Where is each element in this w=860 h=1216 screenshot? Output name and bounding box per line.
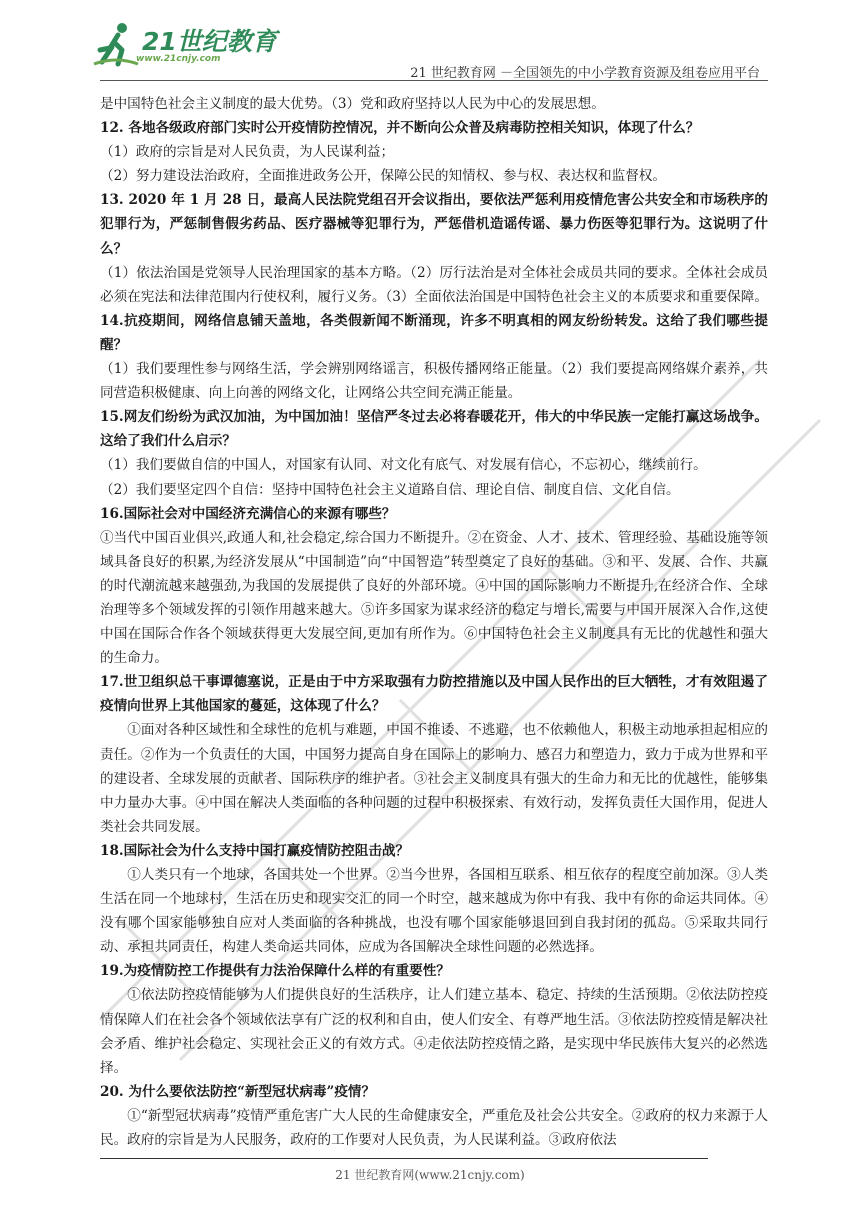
logo-title: 21世纪教育	[142, 27, 277, 56]
header-divider	[100, 80, 768, 81]
answer-paragraph: ①人类只有一个地球，各国共处一个世界。②当今世界，各国相互联系、相互依存的程度空前加深。③人类生活在同一个地球村，生活在历史和现实交汇的同一个时空，越来越成为你中有我、我中有你的命运共同体。④没有哪个国家能够独自应对人类面临的各种挑战，也没有哪个国家能够退回到自我封闭的孤岛。⑤采取共同行动、承担共同责任，构建人类命运共同体，应成为各国解决全球性问题的必然选择。	[100, 867, 768, 956]
answer-paragraph: （1）政府的宗旨是对人民负责，为人民谋利益；	[100, 144, 395, 161]
answer-paragraph: （1）我们要做自信的中国人，对国家有认同、对文化有底气、对发展有信心，不忘初心，继续前行。	[100, 457, 707, 474]
page-header	[0, 0, 860, 82]
question-heading: 18.国际社会为什么支持中国打赢疫情防控阻击战？	[100, 842, 410, 859]
runner-logo-icon	[92, 20, 140, 70]
answer-paragraph: 是中国特色社会主义制度的最大优势。（3）党和政府坚持以人民为中心的发展思想。	[100, 96, 605, 112]
answer-paragraph: （1）我们要理性参与网络生活，学会辨别网络谣言，积极传播网络正能量。（2）我们要提高网络媒介素养，共同营造积极健康、向上向善的网络文化，让网络公共空间充满正能量。	[100, 361, 768, 402]
answer-paragraph: ①“新型冠状病毒”疫情严重危害广大人民的生命健康安全，严重危及社会公共安全。②政府的权力来源于人民。政府的宗旨是为人民服务，政府的工作要对人民负责，为人民谋利益。③政府依法	[100, 1107, 768, 1149]
question-heading: 14.抗疫期间，网络信息铺天盖地，各类假新闻不断涌现，许多不明真相的网友纷纷转发。这给了我们哪些提醒？	[100, 312, 768, 353]
logo-url: www.21cnjy.com	[136, 54, 221, 64]
answer-paragraph: （1）依法治国是党领导人民治理国家的基本方略。（2）厉行法治是对全体社会成员共同的要求。全体社会成员必须在宪法和法律范围内行使权利，履行义务。（3）全面依法治国是中国特色社会主义的本质要求和重要保障。	[100, 264, 768, 305]
question-heading: 17.世卫组织总干事谭德塞说，正是由于中方采取强有力防控措施以及中国人民作出的巨大牺牲，才有效阻遏了疫情向世界上其他国家的蔓延，这体现了什么？	[100, 674, 768, 715]
answer-paragraph: ①面对各种区域性和全球性的危机与难题，中国不推诿、不逃避，也不依赖他人，积极主动地承担起相应的责任。②作为一个负责任的大国，中国努力提高自身在国际上的影响力、感召力和塑造力，致力于成为世界和平的建设者、全球发展的贡献者、国际秩序的维护者。③社会主义制度具有强大的生命力和无比的优越性，能够集中力量办大事。④中国在解决人类面临的各种问题的过程中积极探索、有效行动，发挥负责任大国作用，促进人类社会共同发展。	[100, 722, 768, 835]
question-heading: 20. 为什么要依法防控“新型冠状病毒”疫情？	[100, 1083, 376, 1100]
question-heading: 13. 2020 年 1 月 28 日，最高人民法院党组召开会议指出，要依法严惩利用疫情危害公共安全和市场秩序的犯罪行为，严惩制售假劣药品、医疗器械等犯罪行为，严惩借机造谣传谣、暴力伤医等犯罪行为。这说明了什么？	[100, 192, 768, 257]
question-heading: 12. 各地各级政府部门实时公开疫情防控情况，并不断向公众普及病毒防控相关知识，体现了什么？	[100, 120, 700, 137]
question-heading: 16.国际社会对中国经济充满信心的来源有哪些？	[100, 505, 396, 522]
answer-paragraph: ①依法防控疫情能够为人们提供良好的生活秩序，让人们建立基本、稳定、持续的生活预期。②依法防控疫情保障人们在社会各个领域依法享有广泛的权利和自由，使人们安全、有尊严地生活。③依法防控疫情是解决社会矛盾、维护社会稳定、实现社会正义的有效方式。④走依法防控疫情之路，是实现中华民族伟大复兴的必然选择。	[100, 987, 768, 1076]
header-tagline: 21 世纪教育网 －全国领先的中小学教育资源及组卷应用平台	[410, 66, 760, 81]
footer-divider	[100, 1158, 708, 1159]
answer-paragraph: （2）努力建设法治政府，全面推进政务公开，保障公民的知情权、参与权、表达权和监督权。	[100, 168, 666, 185]
footer-text: 21 世纪教育网(www.21cnjy.com)	[335, 1168, 525, 1182]
answer-paragraph: （2）我们要坚定四个自信：坚持中国特色社会主义道路自信、理论自信、制度自信、文化自信。	[100, 481, 680, 498]
answer-paragraph: ①当代中国百业俱兴,政通人和,社会稳定,综合国力不断提升。②在资金、人才、技术、管理经验、基础设施等领域具备良好的积累,为经济发展从“中国制造”向“中国智造”转型奠定了良好的基础。③和平、发展、合作、共赢的时代潮流越来越强劲,为我国的发展提供了良好的外部环境。④中国的国际影响力不断提升,在经济合作、全球治理等多个领域发挥的引领作用越来越大。⑤许多国家为谋求经济的稳定与增长,需要与中国开展深入合作,这使中国在国际合作各个领域获得更大发展空间,更加有所作为。⑥中国特色社会主义制度具有无比的优越性和强大的生命力。	[100, 529, 768, 667]
site-logo[interactable]	[92, 20, 277, 78]
question-heading: 15.网友们纷纷为武汉加油，为中国加油！坚信严冬过去必将春暖花开，伟大的中华民族一定能打赢这场战争。这给了我们什么启示？	[100, 409, 768, 450]
question-heading: 19.为疫情防控工作提供有力法治保障什么样的有重要性？	[100, 963, 450, 980]
document-body	[100, 92, 768, 1152]
